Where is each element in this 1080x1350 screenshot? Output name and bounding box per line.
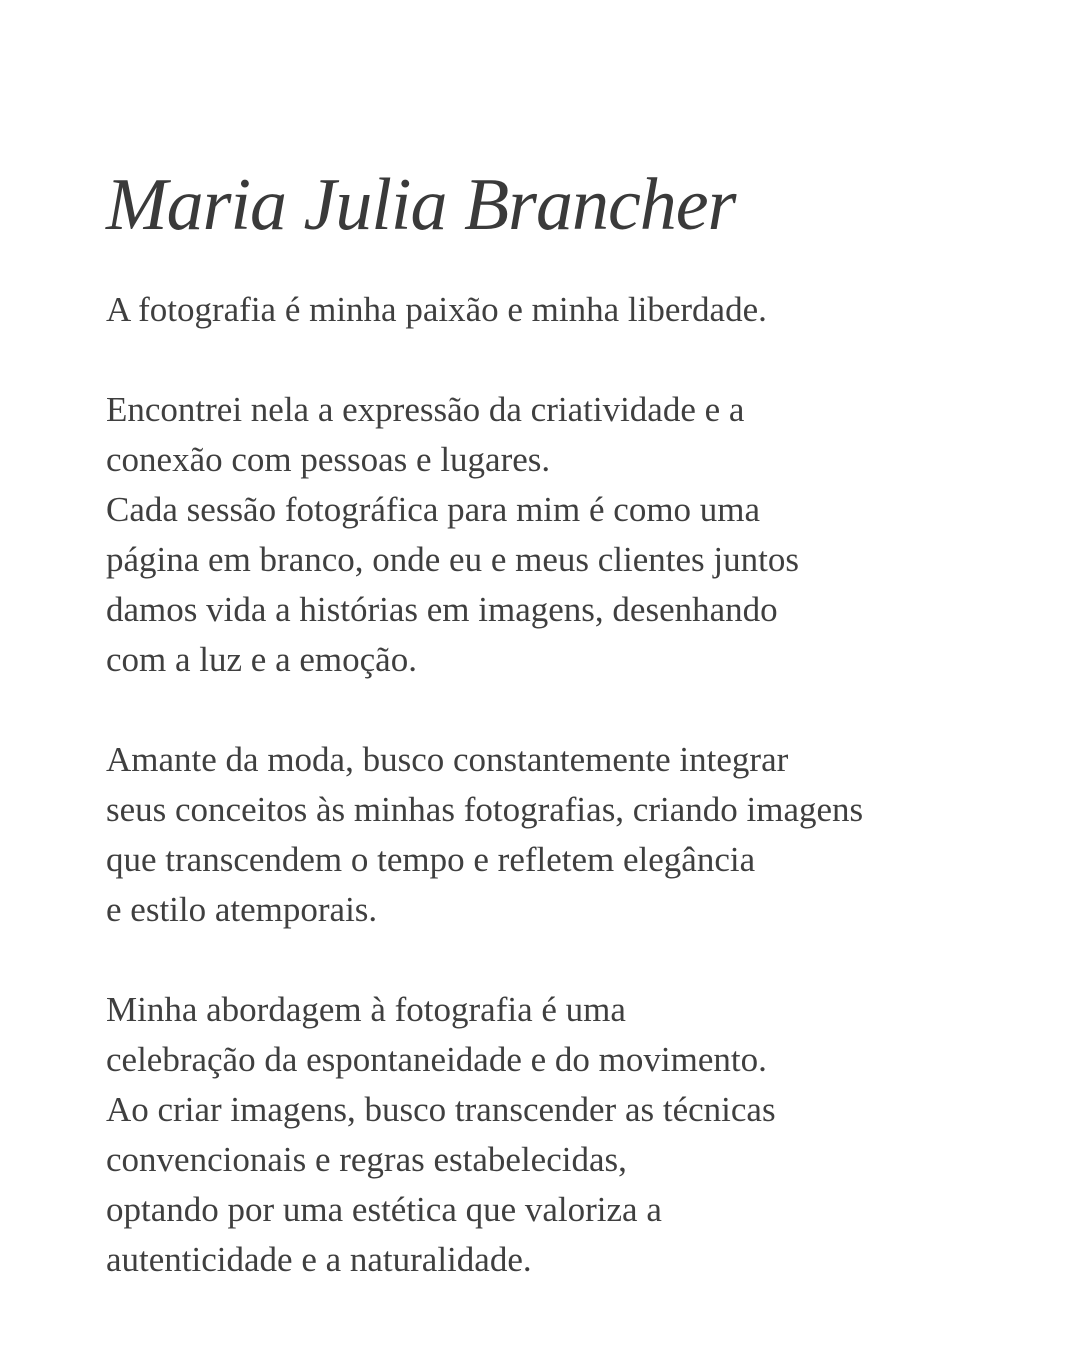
bio-line: com a luz e a emoção. [106, 640, 417, 679]
bio-paragraph-fashion [106, 735, 1026, 935]
bio-line: Amante da moda, busco constantemente integrar [106, 740, 789, 779]
bio-line: autenticidade e a naturalidade. [106, 1240, 532, 1279]
bio-line: optando por uma estética que valoriza a [106, 1190, 662, 1229]
bio-line: Ao criar imagens, busco transcender as técnicas [106, 1090, 776, 1129]
bio-line: celebração da espontaneidade e do movimento. [106, 1040, 767, 1079]
bio-line: página em branco, onde eu e meus clientes juntos [106, 540, 799, 579]
bio-line: e estilo atemporais. [106, 890, 378, 929]
bio-paragraph-intro [106, 285, 1026, 335]
author-name-heading: Maria Julia Brancher [106, 164, 736, 246]
bio-line: Minha abordagem à fotografia é uma [106, 990, 626, 1029]
bio-line: damos vida a histórias em imagens, desenhando [106, 590, 778, 629]
bio-line: convencionais e regras estabelecidas, [106, 1140, 627, 1179]
bio-paragraph-approach [106, 985, 1026, 1285]
bio-line: A fotografia é minha paixão e minha liberdade. [106, 290, 767, 329]
bio-line: seus conceitos às minhas fotografias, criando imagens [106, 790, 864, 829]
bio-paragraph-creativity [106, 385, 1026, 685]
bio-page [106, 155, 1026, 1335]
bio-line: que transcendem o tempo e refletem elegância [106, 840, 756, 879]
bio-line: Cada sessão fotográfica para mim é como uma [106, 490, 761, 529]
bio-line: Encontrei nela a expressão da criatividade e a [106, 390, 745, 429]
bio-line: conexão com pessoas e lugares. [106, 440, 551, 479]
